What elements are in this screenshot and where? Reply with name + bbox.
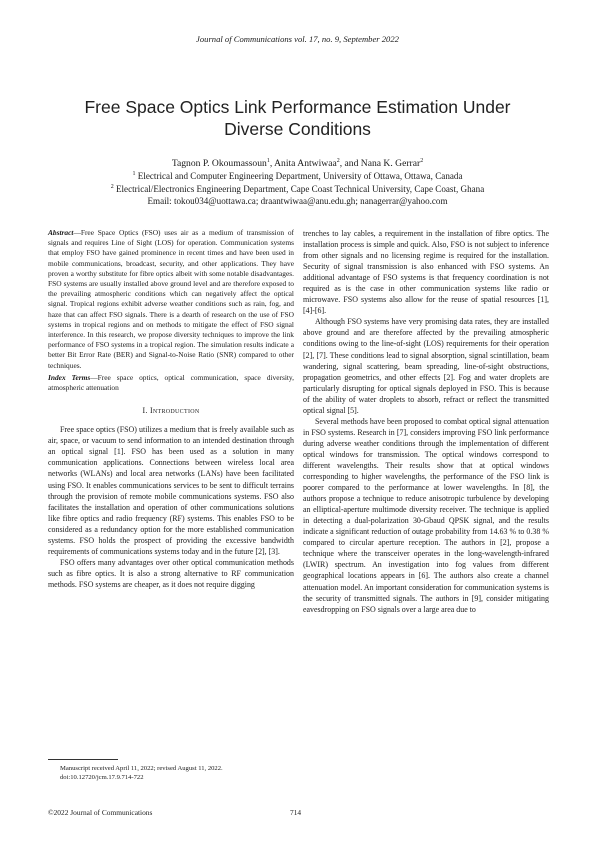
email-line: Email: tokou034@uottawa.ca; draantwiwaa@anu.edu.gh; nanagerrar@yahoo.com (147, 195, 448, 206)
title-line-2: Diverse Conditions (224, 119, 371, 139)
journal-header: Journal of Communications vol. 17, no. 9, September 2022 (196, 34, 399, 44)
author-1-affil: 1 (266, 158, 270, 164)
intro-paragraph-3: Although FSO systems have very promising data rates, they are installed above ground and are therefore affected by the prevailing atmospheric conditions owing to the line-of-sight (LOS) requirements for their operation [2], [7]. These conditions lead to signal absorption, signal scintillation, beam wandering, signal scattering, beam spreading, line-of-sight obstructions, propagation geometrics, and other effects [2]. Fog and water droplets are particularly disrupting for optical signals deployed in FSO. This is because of the ability of water droplets to absorb, refract or reflect the transmitted optical signal [5]. (303, 317, 549, 415)
footnote-rule (48, 759, 118, 760)
section-heading-introduction: I. Introduction (142, 406, 200, 416)
author-2: Anita Antwiwaa (274, 158, 337, 170)
affiliation-1-mark: 1 (132, 171, 136, 177)
author-3: Nana K. Gerrar (360, 158, 421, 170)
author-list (30, 156, 565, 170)
author-3-affil: 2 (420, 158, 424, 164)
author-sep-1: , (269, 158, 275, 170)
intro-paragraph-2: FSO offers many advantages over other optical communication methods such as fibre optics. It is also a strong alternative to RF communication methods. FSO systems are cheaper, as it does not require digging (48, 557, 294, 589)
abstract (48, 228, 294, 371)
author-2-affil: 2 (336, 158, 340, 164)
author-sep-2: , and (339, 158, 361, 170)
intro-paragraph-2-continued: trenches to lay cables, a requirement in the installation of fibre optics. The installation process is simple and quick. Also, FSO is not subject to inference from other signals and no licensing regime is required for the installation. Security of signal transmission is also enhanced with FSO systems. An additional advantage of FSO systems is that frequency coordination is not required as is the case in other communication systems like radio or microwave. FSO systems also allow for the reuse of spatial resources [1], [4]-[6]. (303, 229, 549, 316)
affiliation-1 (30, 169, 565, 182)
copyright-footer: ©2022 Journal of Communications (48, 808, 153, 817)
author-1: Tagnon P. Okoumassoun (171, 158, 267, 170)
index-terms-text: —Free space optics, optical communication, space diversity, atmospheric attenuation (48, 372, 294, 393)
index-terms (48, 373, 294, 393)
intro-paragraph-1: Free space optics (FSO) utilizes a medium that is freely available such as air, space, or vacuum to send information to an intended destination through an optical signal [1]. FSO has been used as a solution in many communication applications. Connections between wireless local area networks (WLANs) and local area networks (LANs) have been facilitated using FSO. It enables communications services to be sent to difficult terrains through the provision of remote mobile communications systems. FSO also facilitates the installation and operation of other communications solutions like fibre optics and radio frequency (RF) systems. This enables FSO to be considered as a redundancy option for the more established communication systems. FSO holds the prospect of providing the excessive bandwidth requirements of communications systems today and in the future [2], [3]. (48, 425, 294, 556)
page-number: 714 (290, 808, 302, 817)
abstract-label: Abstract (48, 228, 74, 237)
affiliations (30, 169, 565, 207)
intro-paragraph-4: Several methods have been proposed to combat optical signal attenuation in FSO systems. Research in [7], considers improving FSO link performance during adverse weather conditions through the implementation of different optical windows for transmission. The optical windows correspond to different wavelengths. Their results show that at optical windows corresponding to higher wavelengths, the performance of the FSO link is poorer compared to the performance at lower wavelengths. In [8], the authors propose a technique to reduce anisotropic turbulence by developing an elliptical-aperture multimode diversity receiver. The technique is applied in detecting a dual-polarization 30-Gbaud QPSK signal, and the results indicate a significant reduction of outage probability from 14.63 % to 0.38 % compared to circular aperture reception. The authors in [2], propose a technique where the transceiver operates in the long-wavelength-infrared (LWIR) spectrum. An investigation into fog values from different geographical locations appears in [6]. The authors also create a channel attenuation model. An important consideration for communication systems is the security of transmitted signals. The authors in [9], consider mitigating eavesdropping on FSO signals over a large area due to (303, 416, 549, 614)
manuscript-dates: Manuscript received April 11, 2022; revised August 11, 2022. (60, 765, 223, 772)
affiliation-2-mark: 2 (110, 184, 114, 191)
footnote (60, 764, 296, 782)
title-line-1: Free Space Optics Link Performance Estimation Under (84, 97, 511, 117)
affiliation-1-text: Electrical and Computer Engineering Department, University of Ottawa, Ottawa, Canada (135, 171, 463, 182)
paper-title (60, 96, 535, 140)
right-column (303, 228, 549, 615)
index-terms-label: Index Terms (48, 372, 91, 382)
doi: doi:10.12720/jcm.17.9.714-722 (60, 774, 144, 781)
abstract-text: —Free Space Optics (FSO) uses air as a medium of transmission of signals and requires Line of Sight (LOS) for operation. Communication systems that employ FSO have gained prominence in recent times and have been used in mobile communications, broadcast, security, and other applications. They have proven a worthy substitute for fibre optics albeit with some notable disadvantages. FSO systems are usually installed above ground level and are therefore exposed to the prevailing atmospheric conditions which can negatively affect the optical signal. Tropical regions exhibit adverse weather conditions such as rain, fog, and haze that can affect FSO signals. There is a dearth of research on the use of FSO systems in tropical regions and on methods to mitigate the effect of FSO signal interference. In this research, we propose diversity techniques to improve the link performance of FSO systems in a tropical region. The simulation results indicate a better Bit Error Rate (BER) and Signal-to-Noise Ratio (SNR) compared to other techniques. (48, 228, 294, 370)
affiliation-2-text: Electrical/Electronics Engineering Department, Cape Coast Technical University, Cape Coast, Ghana (113, 184, 485, 195)
left-column (48, 228, 294, 590)
affiliation-2 (30, 182, 565, 195)
